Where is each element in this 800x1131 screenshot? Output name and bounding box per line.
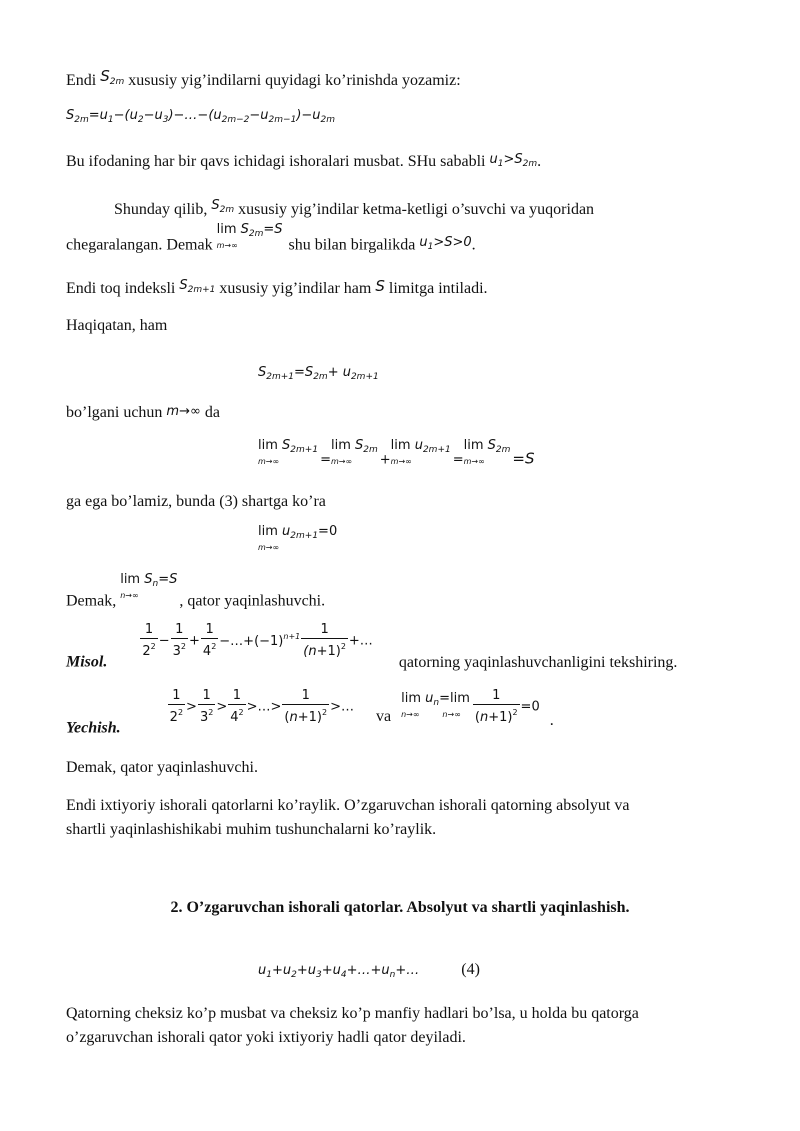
text: .	[537, 153, 542, 170]
equation-s2m1: $S_{2m+1}=S_{2m}+ u_{2m+1}$	[258, 365, 379, 382]
text: bo’lgani uchun	[66, 404, 167, 421]
paragraph-intro	[66, 66, 461, 92]
text: xususiy yig’indilar ketma-ketligi o’suvchi va yuqoridan	[234, 201, 595, 218]
equation-number: (4)	[461, 961, 480, 978]
conjunction-va: va	[375, 707, 392, 725]
text: Endi toq indeksli	[66, 280, 180, 297]
paragraph-bounded: chegaralangan. Demak $\lim S_{2m}=S$ m→∞ shu bilan birgalikda $_{u_1>S>0}$.	[66, 222, 476, 254]
paragraph-arbitrary-2: shartli yaqinlashishikabi muhim tushunchalarni ko’raylik.	[66, 821, 437, 838]
limit-m: $\lim S_{2m}=S$ m→∞	[216, 222, 283, 250]
text: chegaralangan. Demak	[66, 236, 217, 254]
equation-lim-u: $\lim u_{2m+1}=0$ m→∞	[258, 524, 338, 552]
paragraph-arbitrary-1: Endi ixtiyoriy ishorali qatorlarni ko’raylik. O’zgaruvchan ishorali qatorning absolyut va	[66, 797, 630, 814]
example-text: qatorning yaqinlashuvchanligini tekshiring.	[398, 653, 678, 671]
paragraph-we-get: ga ega bo’lamiz, bunda (3) shartga ko’ra	[66, 493, 326, 510]
text: Bu ifodaning har bir qavs ichidagi ishoralari musbat. SHu sababli	[66, 153, 490, 170]
text: Demak,	[66, 592, 121, 610]
example-misol: Misol. $\frac{1}{2^2}$ − $\frac{1}{3^2}$ + $\frac{1}{4^2}$ $-\dots+(-1)^{n+1}$ $\frac{1}{(n+1)^2}$ +… qatorning yaqinlashuvchanligini tekshiring.	[66, 622, 678, 671]
paragraph-odd: Endi toq indeksli $^{S_{2m+1}}$ xususiy yig’indilar ham S limitga intiladi.	[66, 277, 488, 297]
text: Endi	[66, 72, 101, 89]
solution-yechish: Yechish. $\frac{1}{2^2}$ > $\frac{1}{3^2}$ > $\frac{1}{4^2}$ >…> $\frac{1}{(n+1)^2}$ >… va $\lim u_n=\lim$ n→∞ n→∞ $\frac{1}{(n+1)^2}$ =0 .	[66, 688, 554, 737]
text: limitga intiladi.	[384, 280, 488, 297]
text: .	[471, 236, 476, 254]
paragraph-signs	[66, 150, 541, 174]
period: .	[549, 711, 554, 729]
paragraph-definition-2: o’zgaruvchan ishorali qator yoki ixtiyoriy hadli qator deyiladi.	[66, 1029, 466, 1046]
math-s2m: $S_{2m}$	[100, 67, 125, 87]
solution-label: Yechish.	[66, 719, 121, 737]
paragraph-definition-1: Qatorning cheksiz ko’p musbat va cheksiz ko’p manfiy hadlari bo’lsa, u holda bu qatorga	[66, 1005, 639, 1022]
section-heading: 2. O’zgaruvchan ishorali qatorlar. Absolyut va shartli yaqinlashish.	[170, 899, 630, 916]
math-s2m: S2m	[211, 198, 235, 215]
text: da	[200, 404, 220, 421]
equation-limits: $\lim S_{2m+1}$ m→∞ $_=$ $\lim S_{2m}$ m→∞ $_+$ $\lim u_{2m+1}$ m→∞ $_=$ $\lim S_{2m}$ m→∞ =S	[258, 438, 535, 468]
math-u1-gt-s2m: $u_1>S_{2m}$	[489, 152, 538, 169]
paragraph-conclusion: Demak, qator yaqinlashuvchi.	[66, 759, 258, 776]
text: shu bilan birgalikda	[284, 236, 420, 254]
text: , qator yaqinlashuvchi.	[179, 592, 326, 610]
paragraph-since: bo’lgani uchun m→∞ da	[66, 404, 220, 421]
paragraph-thus	[114, 196, 594, 220]
text: xususiy yig’indilarni quyidagi ko’rinishda yozamiz:	[124, 72, 461, 89]
text: Shunday qilib,	[114, 201, 212, 218]
example-label: Misol.	[66, 653, 108, 671]
paragraph-indeed: Haqiqatan, ham	[66, 317, 168, 334]
equation-series: $u_1+u_2+u_3+u_4+\dots+u_n+\dots$ (4)	[258, 961, 480, 980]
equation-s2m-expansion: $S_{2m}=u_1-(u_2-u_3)-\dots-(u_{2m-2}-u_{2m-1})-u_{2m}$	[66, 108, 336, 125]
text: xususiy yig’indilar ham	[215, 280, 376, 297]
paragraph-converges: Demak, $\lim S_n=S$ n→∞ , qator yaqinlashuvchi.	[66, 572, 326, 610]
